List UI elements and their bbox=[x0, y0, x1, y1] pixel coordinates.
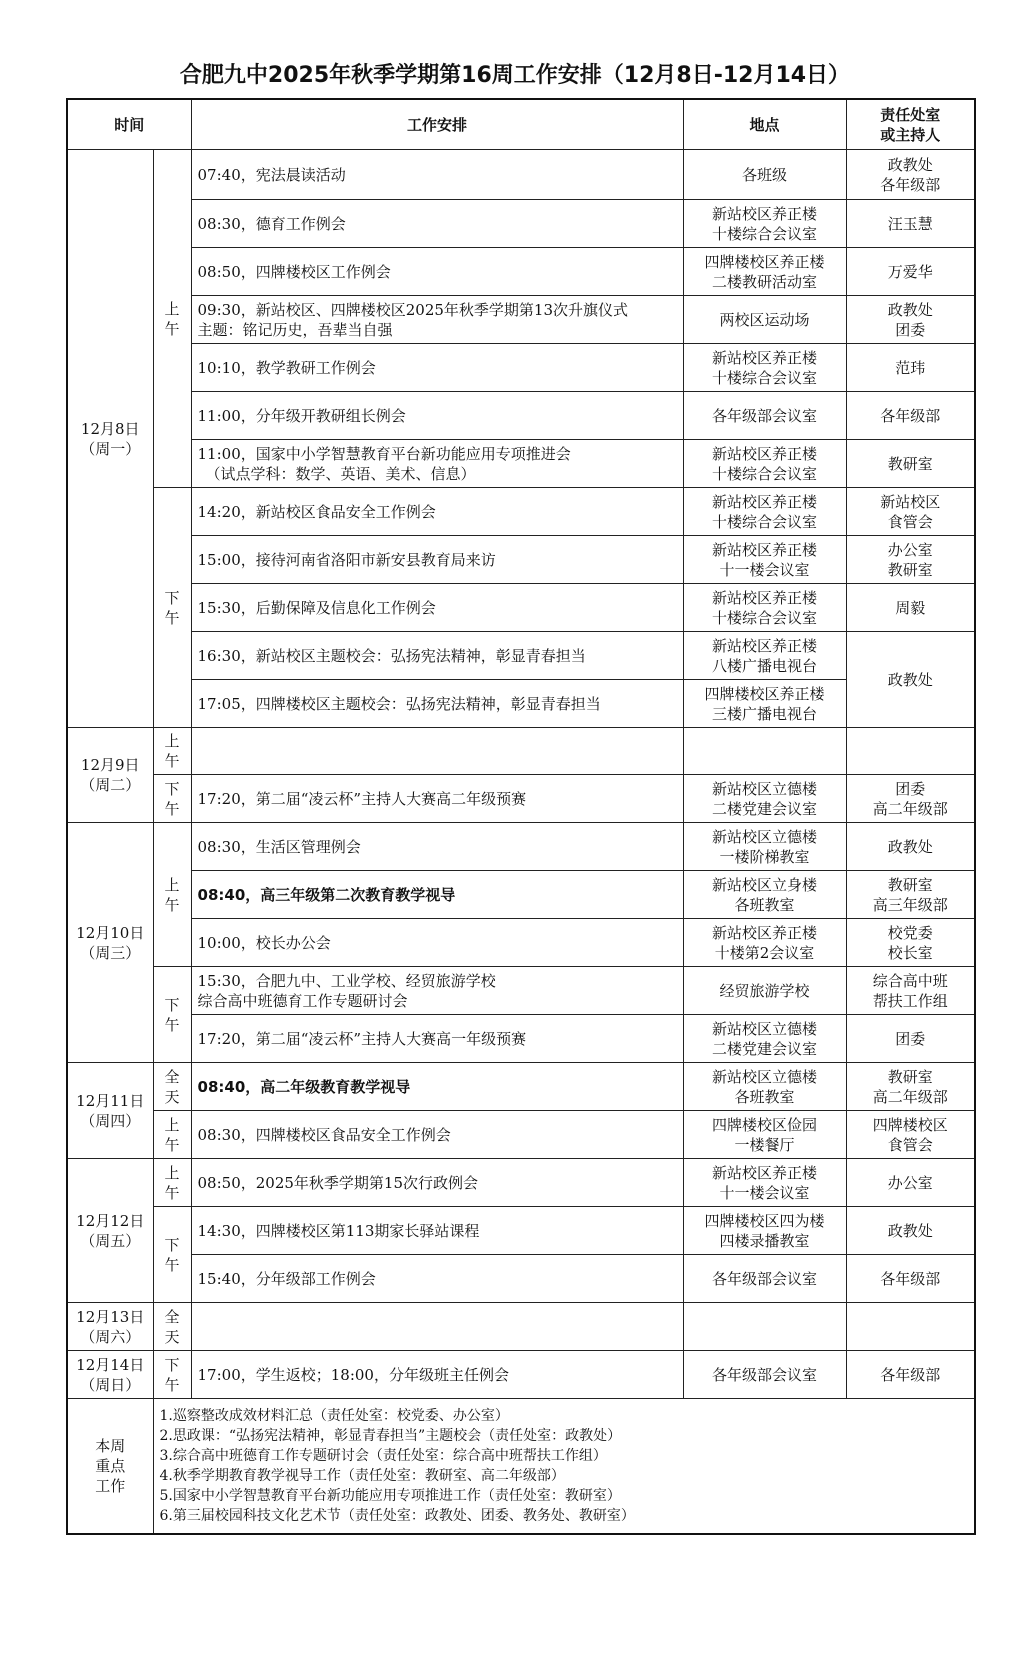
day-cell-thu bbox=[67, 1063, 153, 1159]
owner-cell: 教研室 bbox=[846, 440, 975, 488]
owner-cell bbox=[846, 919, 975, 967]
task-cell: 07:40，宪法晨读活动 bbox=[191, 150, 683, 200]
place-cell bbox=[683, 1303, 846, 1351]
notes-item: 2.思政课：“弘扬宪法精神，彰显青春担当”主题校会（责任处室：政教处） bbox=[159, 1427, 622, 1444]
owner-cell bbox=[846, 775, 975, 823]
period-cell: 上午 bbox=[153, 1159, 191, 1207]
table-row bbox=[67, 1303, 975, 1351]
place-line: 新站校区养正楼 bbox=[712, 588, 818, 607]
place-cell bbox=[683, 632, 846, 680]
owner-line: 帮扶工作组 bbox=[872, 991, 948, 1010]
table-row bbox=[67, 632, 975, 680]
notes-label-line: 本周 bbox=[95, 1436, 126, 1455]
place-cell bbox=[683, 728, 846, 775]
owner-cell bbox=[846, 536, 975, 584]
owner-line: 高二年级部 bbox=[872, 1087, 948, 1106]
task-cell: 15:40，分年级部工作例会 bbox=[191, 1255, 683, 1303]
place-line: 二楼党建会议室 bbox=[712, 1039, 818, 1058]
place-line: 四牌楼校区俭园 bbox=[712, 1115, 818, 1134]
table-row bbox=[67, 1207, 975, 1255]
day-week: （周六） bbox=[80, 1327, 141, 1346]
owner-line: 教研室 bbox=[887, 1067, 933, 1086]
task-cell bbox=[191, 728, 683, 775]
header-owner-line1: 责任处室 bbox=[880, 105, 941, 124]
table-row bbox=[67, 919, 975, 967]
notes-label-line: 重点 bbox=[95, 1456, 126, 1475]
period-cell: 下午 bbox=[153, 1351, 191, 1399]
day-cell-wed bbox=[67, 823, 153, 1063]
table-row bbox=[67, 488, 975, 536]
place-cell bbox=[683, 1207, 846, 1255]
owner-line: 教研室 bbox=[887, 875, 933, 894]
task-cell bbox=[191, 440, 683, 488]
table-row bbox=[67, 1015, 975, 1063]
day-week: （周日） bbox=[80, 1375, 141, 1394]
place-line: 一楼餐厅 bbox=[734, 1135, 795, 1154]
notes-item: 1.巡察整改成效材料汇总（责任处室：校党委、办公室） bbox=[159, 1407, 509, 1424]
owner-cell: 政教处 bbox=[846, 823, 975, 871]
table-row bbox=[67, 1111, 975, 1159]
task-line: （试点学科：数学、英语、美术、信息） bbox=[205, 464, 476, 483]
place-line: 一楼阶梯教室 bbox=[719, 847, 810, 866]
header-work: 工作安排 bbox=[191, 99, 683, 150]
task-cell: 08:40，高三年级第二次教育教学视导 bbox=[191, 871, 683, 919]
day-week: （周四） bbox=[80, 1111, 141, 1130]
owner-cell bbox=[846, 150, 975, 200]
owner-line: 食管会 bbox=[887, 512, 933, 531]
day-date: 12月11日 bbox=[76, 1091, 145, 1110]
place-line: 十楼第2会议室 bbox=[714, 943, 815, 962]
owner-line: 各年级部 bbox=[880, 175, 941, 194]
place-line: 二楼教研活动室 bbox=[712, 272, 818, 291]
period-cell: 全天 bbox=[153, 1063, 191, 1111]
place-line: 十楼综合会议室 bbox=[712, 512, 818, 531]
place-line: 四牌楼校区养正楼 bbox=[704, 684, 825, 703]
owner-cell: 万爱华 bbox=[846, 248, 975, 296]
task-cell bbox=[191, 296, 683, 344]
table-row bbox=[67, 440, 975, 488]
place-cell bbox=[683, 248, 846, 296]
task-cell bbox=[191, 967, 683, 1015]
task-cell: 14:20，新站校区食品安全工作例会 bbox=[191, 488, 683, 536]
place-cell bbox=[683, 488, 846, 536]
place-cell bbox=[683, 200, 846, 248]
schedule-table bbox=[66, 98, 976, 1535]
place-line: 新站校区立身楼 bbox=[712, 875, 818, 894]
task-cell: 15:00，接待河南省洛阳市新安县教育局来访 bbox=[191, 536, 683, 584]
page-title: 合肥九中2025年秋季学期第16周工作安排（12月8日-12月14日） bbox=[179, 63, 851, 88]
place-line: 新站校区养正楼 bbox=[712, 540, 818, 559]
header-owner bbox=[846, 99, 975, 150]
table-row bbox=[67, 967, 975, 1015]
day-date: 12月12日 bbox=[76, 1211, 145, 1230]
owner-cell bbox=[846, 488, 975, 536]
period-cell: 下午 bbox=[153, 775, 191, 823]
place-line: 新站校区立德楼 bbox=[712, 779, 818, 798]
task-cell: 08:40，高二年级教育教学视导 bbox=[191, 1063, 683, 1111]
place-line: 新站校区立德楼 bbox=[712, 827, 818, 846]
task-cell: 17:05，四牌楼校区主题校会：弘扬宪法精神，彰显青春担当 bbox=[191, 680, 683, 728]
task-line: 11:00，国家中小学智慧教育平台新功能应用专项推进会 bbox=[197, 444, 571, 463]
owner-line: 综合高中班 bbox=[872, 971, 948, 990]
place-cell bbox=[683, 823, 846, 871]
owner-cell bbox=[846, 967, 975, 1015]
owner-line: 校长室 bbox=[887, 943, 933, 962]
day-cell-mon bbox=[67, 150, 153, 728]
table-row bbox=[67, 200, 975, 248]
period-cell: 下午 bbox=[153, 967, 191, 1063]
table-row bbox=[67, 536, 975, 584]
table-row bbox=[67, 150, 975, 200]
place-line: 新站校区立德楼 bbox=[712, 1067, 818, 1086]
day-cell-sat bbox=[67, 1303, 153, 1351]
day-week: （周一） bbox=[80, 439, 141, 458]
place-cell bbox=[683, 680, 846, 728]
period-cell: 下午 bbox=[153, 488, 191, 728]
table-row bbox=[67, 775, 975, 823]
place-cell bbox=[683, 440, 846, 488]
owner-cell bbox=[846, 1063, 975, 1111]
owner-line: 政教处 bbox=[887, 155, 933, 174]
day-date: 12月10日 bbox=[76, 923, 145, 942]
place-cell bbox=[683, 1063, 846, 1111]
place-cell: 各年级部会议室 bbox=[683, 1351, 846, 1399]
task-cell: 17:00，学生返校；18:00，分年级班主任例会 bbox=[191, 1351, 683, 1399]
place-line: 新站校区立德楼 bbox=[712, 1019, 818, 1038]
owner-cell: 范玮 bbox=[846, 344, 975, 392]
table-row bbox=[67, 344, 975, 392]
owner-cell: 各年级部 bbox=[846, 1255, 975, 1303]
place-line: 三楼广播电视台 bbox=[712, 704, 818, 723]
place-line: 二楼党建会议室 bbox=[712, 799, 818, 818]
place-line: 四牌楼校区四为楼 bbox=[704, 1211, 825, 1230]
table-row bbox=[67, 392, 975, 440]
place-cell bbox=[683, 775, 846, 823]
period-cell: 下午 bbox=[153, 1207, 191, 1303]
task-cell: 08:30，生活区管理例会 bbox=[191, 823, 683, 871]
place-line: 八楼广播电视台 bbox=[712, 656, 818, 675]
period-cell: 上午 bbox=[153, 728, 191, 775]
place-line: 新站校区养正楼 bbox=[712, 1163, 818, 1182]
table-row bbox=[67, 871, 975, 919]
place-line: 四楼录播教室 bbox=[719, 1231, 810, 1250]
place-cell: 两校区运动场 bbox=[683, 296, 846, 344]
table-row bbox=[67, 1255, 975, 1303]
task-line: 09:30，新站校区、四牌楼校区2025年秋季学期第13次升旗仪式 bbox=[197, 300, 629, 319]
notes-item: 6.第三届校园科技文化艺术节（责任处室：政教处、团委、教务处、教研室） bbox=[159, 1507, 635, 1524]
owner-cell: 汪玉慧 bbox=[846, 200, 975, 248]
task-cell: 15:30，后勤保障及信息化工作例会 bbox=[191, 584, 683, 632]
place-cell: 各年级部会议室 bbox=[683, 1255, 846, 1303]
place-line: 新站校区养正楼 bbox=[712, 923, 818, 942]
owner-cell bbox=[846, 871, 975, 919]
day-date: 12月9日 bbox=[80, 756, 140, 774]
notes-row bbox=[67, 1399, 975, 1534]
notes-item: 3.综合高中班德育工作专题研讨会（责任处室：综合高中班帮扶工作组） bbox=[159, 1447, 607, 1464]
place-cell: 经贸旅游学校 bbox=[683, 967, 846, 1015]
owner-cell bbox=[846, 728, 975, 775]
place-line: 新站校区养正楼 bbox=[712, 444, 818, 463]
place-line: 新站校区养正楼 bbox=[712, 348, 818, 367]
notes-label bbox=[67, 1399, 153, 1534]
table-row bbox=[67, 1063, 975, 1111]
task-cell: 10:00，校长办公会 bbox=[191, 919, 683, 967]
place-line: 十一楼会议室 bbox=[719, 1183, 810, 1202]
task-cell: 10:10，教学教研工作例会 bbox=[191, 344, 683, 392]
day-date: 12月13日 bbox=[76, 1307, 145, 1326]
owner-line: 办公室 bbox=[887, 540, 933, 559]
task-line: 主题：铭记历史，吾辈当自强 bbox=[197, 320, 393, 339]
place-cell bbox=[683, 919, 846, 967]
owner-cell: 政教处 bbox=[846, 1207, 975, 1255]
table-row bbox=[67, 248, 975, 296]
period-cell: 全天 bbox=[153, 1303, 191, 1351]
day-week: （周三） bbox=[80, 943, 141, 962]
owner-line: 四牌楼校区 bbox=[872, 1115, 948, 1134]
day-cell-fri bbox=[67, 1159, 153, 1303]
notes-item: 5.国家中小学智慧教育平台新功能应用专项推进工作（责任处室：教研室） bbox=[159, 1487, 621, 1504]
table-row bbox=[67, 823, 975, 871]
day-week: （周五） bbox=[80, 1231, 141, 1250]
place-line: 新站校区养正楼 bbox=[712, 204, 818, 223]
period-cell: 上午 bbox=[153, 1111, 191, 1159]
header-owner-line2: 或主持人 bbox=[880, 125, 941, 144]
owner-cell: 团委 bbox=[846, 1015, 975, 1063]
place-cell bbox=[683, 1159, 846, 1207]
table-row bbox=[67, 680, 975, 728]
owner-line: 教研室 bbox=[887, 560, 933, 579]
place-line: 各班教室 bbox=[734, 895, 795, 914]
owner-line: 团委 bbox=[895, 320, 926, 339]
place-line: 十楼综合会议室 bbox=[712, 224, 818, 243]
owner-line: 新站校区 bbox=[880, 492, 941, 511]
owner-line: 团委 bbox=[895, 779, 926, 798]
table-row bbox=[67, 296, 975, 344]
owner-line: 食管会 bbox=[887, 1135, 933, 1154]
place-line: 十一楼会议室 bbox=[719, 560, 810, 579]
notes-item: 4.秋季学期教育教学视导工作（责任处室：教研室、高二年级部） bbox=[159, 1467, 565, 1484]
place-line: 四牌楼校区养正楼 bbox=[704, 252, 825, 271]
header-row bbox=[67, 99, 975, 150]
header-place: 地点 bbox=[683, 99, 846, 150]
task-line: 15:30，合肥九中、工业学校、经贸旅游学校 bbox=[197, 971, 496, 990]
table-row bbox=[67, 584, 975, 632]
owner-line: 高二年级部 bbox=[872, 799, 948, 818]
period-cell: 上午 bbox=[153, 150, 191, 488]
place-line: 新站校区养正楼 bbox=[712, 492, 818, 511]
owner-line: 政教处 bbox=[887, 300, 933, 319]
owner-line: 高三年级部 bbox=[872, 895, 948, 914]
owner-cell bbox=[846, 1303, 975, 1351]
owner-cell: 各年级部 bbox=[846, 392, 975, 440]
task-cell: 08:50，四牌楼校区工作例会 bbox=[191, 248, 683, 296]
owner-line: 校党委 bbox=[887, 923, 933, 942]
place-cell bbox=[683, 536, 846, 584]
task-cell: 11:00，分年级开教研组长例会 bbox=[191, 392, 683, 440]
task-cell: 08:30，四牌楼校区食品安全工作例会 bbox=[191, 1111, 683, 1159]
task-cell: 08:50，2025年秋季学期第15次行政例会 bbox=[191, 1159, 683, 1207]
notes-list bbox=[153, 1399, 975, 1534]
table-row bbox=[67, 728, 975, 775]
place-cell: 各年级部会议室 bbox=[683, 392, 846, 440]
day-cell-sun bbox=[67, 1351, 153, 1399]
place-cell bbox=[683, 1111, 846, 1159]
place-line: 十楼综合会议室 bbox=[712, 464, 818, 483]
place-cell bbox=[683, 1015, 846, 1063]
owner-cell bbox=[846, 1111, 975, 1159]
place-line: 十楼综合会议室 bbox=[712, 608, 818, 627]
place-line: 新站校区养正楼 bbox=[712, 636, 818, 655]
header-time: 时间 bbox=[67, 99, 191, 150]
place-line: 十楼综合会议室 bbox=[712, 368, 818, 387]
table-row bbox=[67, 1351, 975, 1399]
notes-label-line: 工作 bbox=[95, 1476, 126, 1495]
task-cell: 14:30，四牌楼校区第113期家长驿站课程 bbox=[191, 1207, 683, 1255]
day-cell-tue bbox=[67, 728, 153, 823]
owner-cell bbox=[846, 296, 975, 344]
owner-cell: 办公室 bbox=[846, 1159, 975, 1207]
place-cell: 各班级 bbox=[683, 150, 846, 200]
place-cell bbox=[683, 344, 846, 392]
task-cell: 16:30，新站校区主题校会：弘扬宪法精神，彰显青春担当 bbox=[191, 632, 683, 680]
day-week: （周二） bbox=[80, 776, 141, 794]
task-cell: 17:20，第二届“凌云杯”主持人大赛高二年级预赛 bbox=[191, 775, 683, 823]
place-cell bbox=[683, 871, 846, 919]
owner-cell: 周毅 bbox=[846, 584, 975, 632]
day-date: 12月8日 bbox=[80, 419, 140, 438]
task-cell: 08:30，德育工作例会 bbox=[191, 200, 683, 248]
place-cell bbox=[683, 584, 846, 632]
task-cell: 17:20，第二届“凌云杯”主持人大赛高一年级预赛 bbox=[191, 1015, 683, 1063]
owner-cell: 各年级部 bbox=[846, 1351, 975, 1399]
place-line: 各班教室 bbox=[734, 1087, 795, 1106]
day-date: 12月14日 bbox=[76, 1355, 145, 1374]
table-row bbox=[67, 1159, 975, 1207]
period-cell: 上午 bbox=[153, 823, 191, 967]
owner-cell: 政教处 bbox=[846, 632, 975, 728]
task-cell bbox=[191, 1303, 683, 1351]
task-line: 综合高中班德育工作专题研讨会 bbox=[197, 991, 408, 1010]
